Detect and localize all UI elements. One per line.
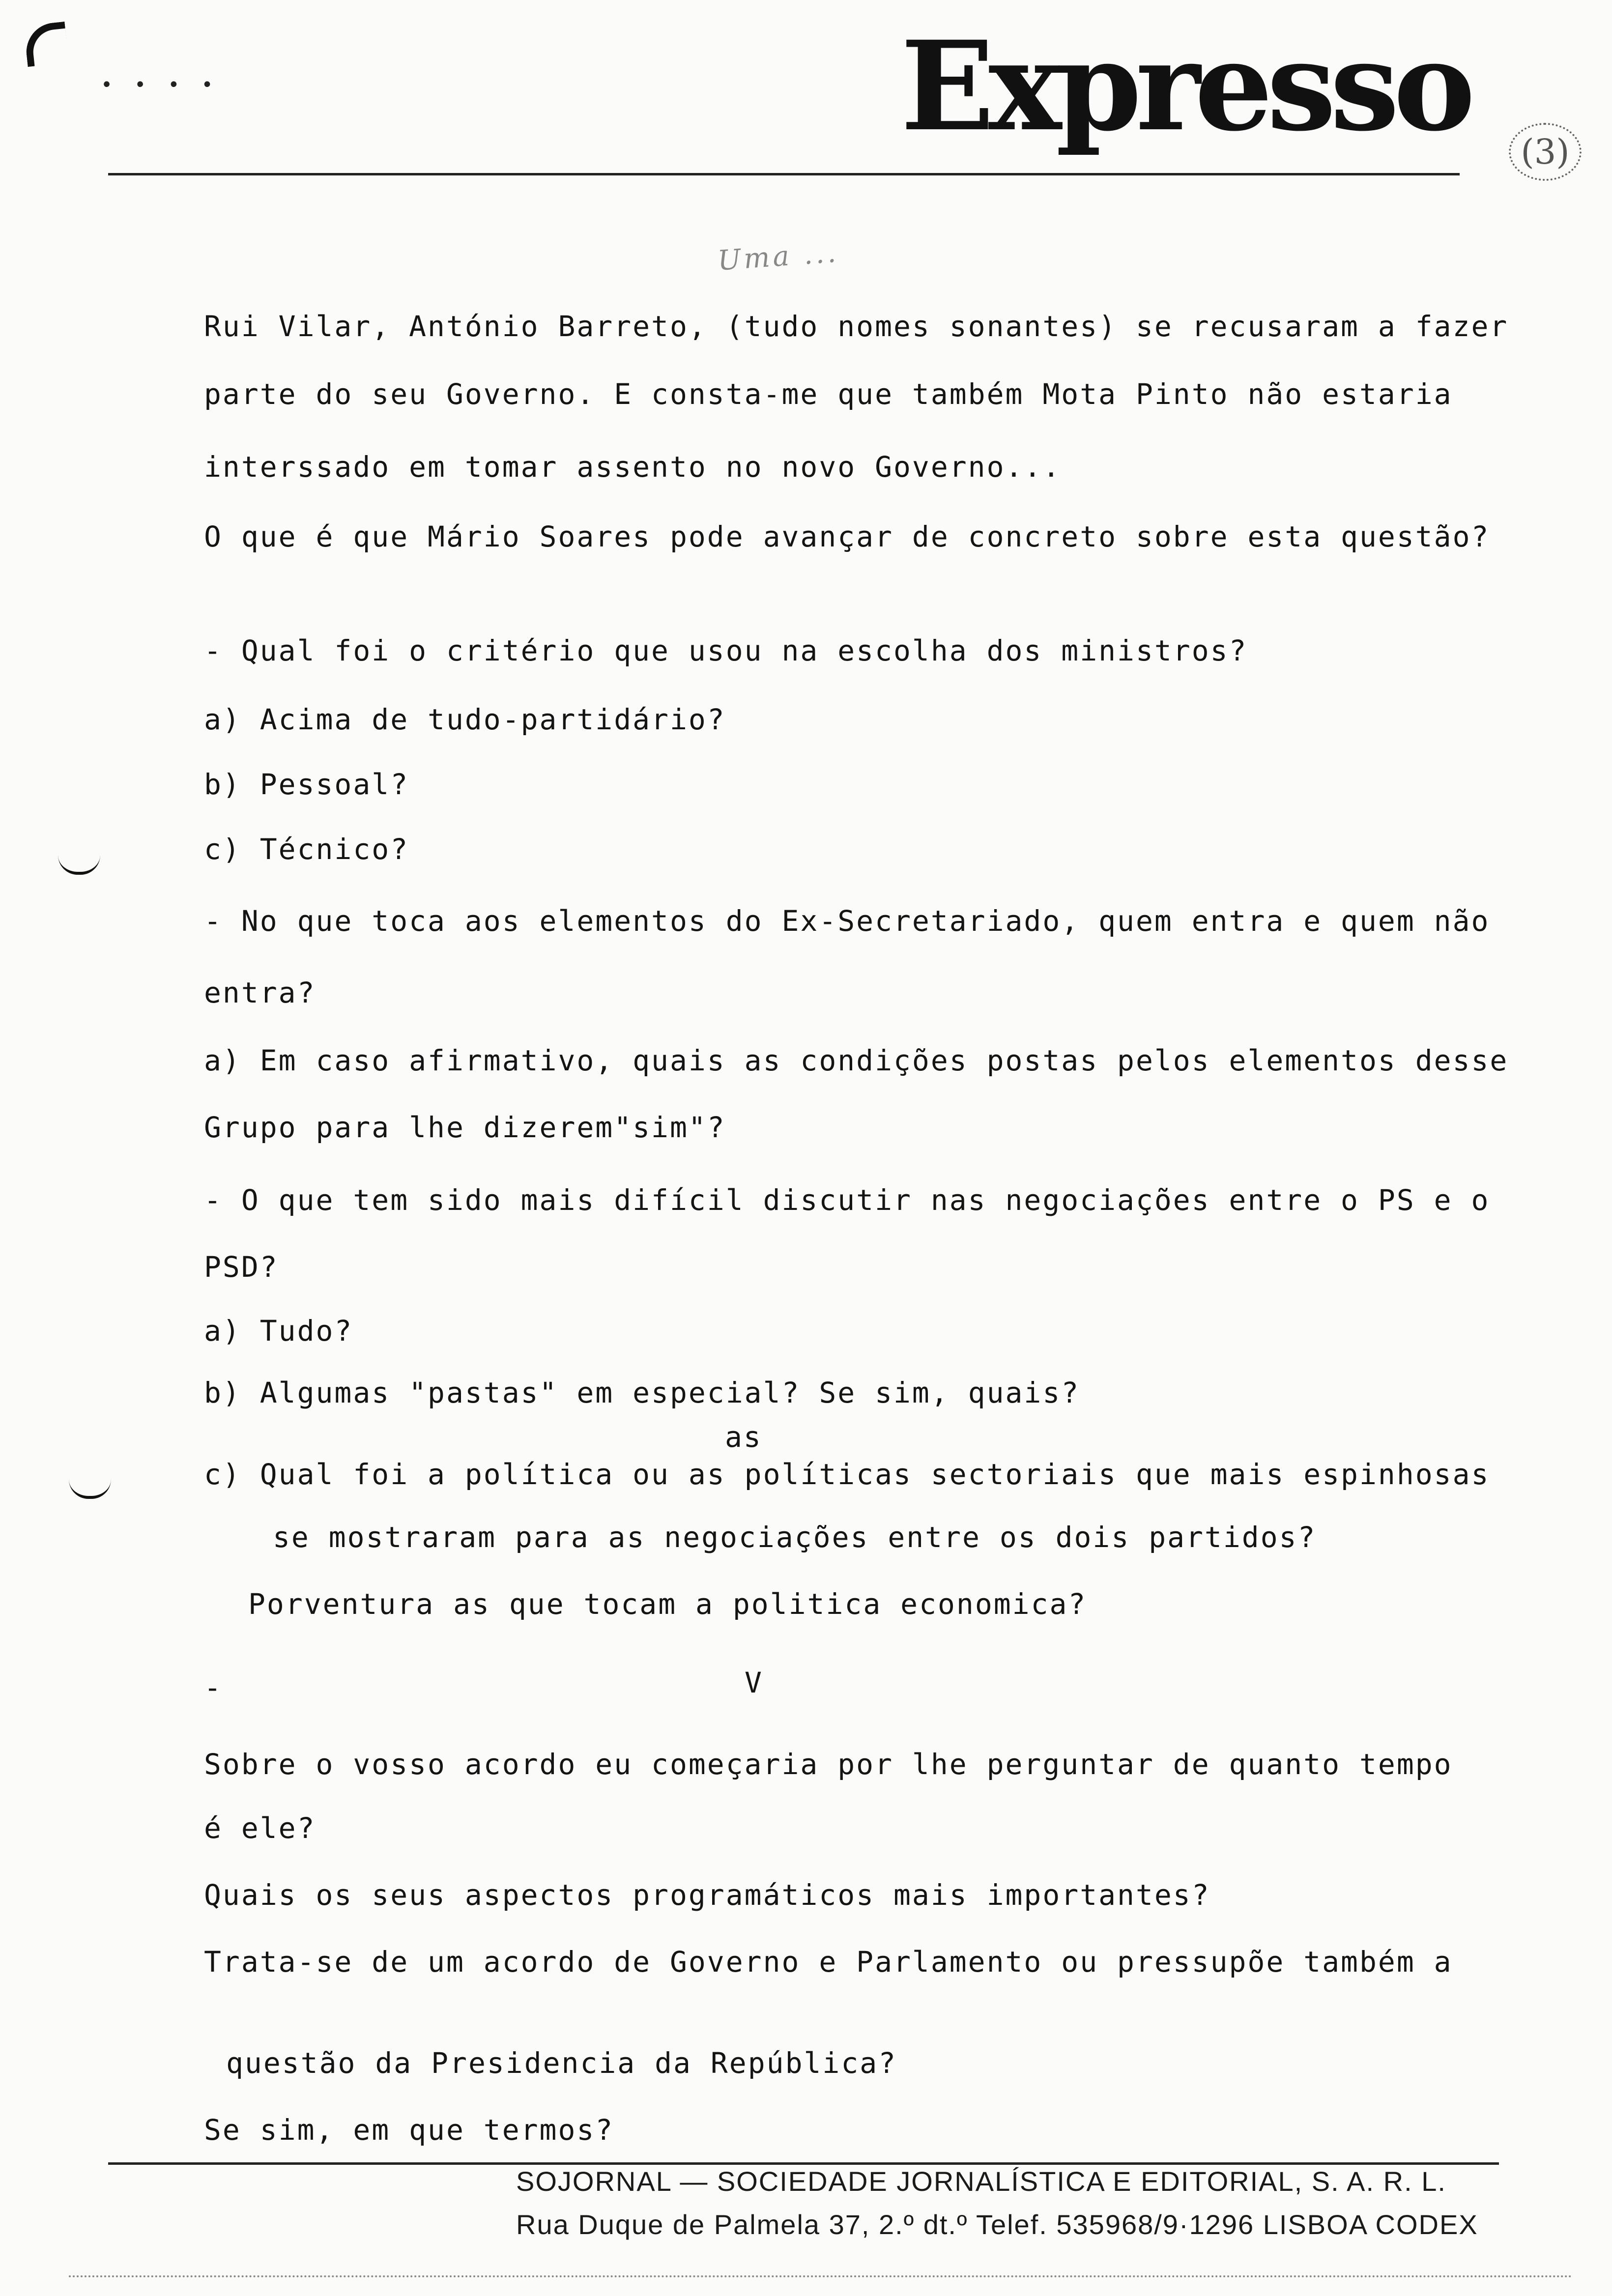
body-line: - No que toca aos elementos do Ex-Secretariado, quem entra e quem não xyxy=(204,904,1490,938)
body-line: Trata-se de um acordo de Governo e Parlamento ou pressupõe também a xyxy=(204,1945,1453,1979)
footer-address: Rua Duque de Palmela 37, 2.º dt.º Telef. 535968/9·1296 LISBOA CODEX xyxy=(516,2209,1478,2240)
body-line: b) Algumas "pastas" em especial? Se sim, quais? xyxy=(204,1376,1080,1409)
body-line: se mostraram para as negociações entre os dois partidos? xyxy=(273,1521,1317,1554)
body-line: O que é que Mário Soares pode avançar de concreto sobre esta questão? xyxy=(204,520,1490,553)
header-rule xyxy=(108,173,1460,175)
handwritten-insert: as xyxy=(725,1420,762,1454)
body-line: é ele? xyxy=(204,1811,316,1845)
body-line: - Qual foi o critério que usou na escolha dos ministros? xyxy=(204,634,1248,667)
body-line: a) Em caso afirmativo, quais as condições postas pelos elementos desse xyxy=(204,1044,1509,1077)
scan-dots: • • • • xyxy=(101,74,218,96)
body-line: Porventura as que tocam a politica economica? xyxy=(248,1587,1087,1621)
body-line: questão da Presidencia da República? xyxy=(226,2046,897,2080)
margin-punch-mark xyxy=(69,1479,111,1499)
body-line: entra? xyxy=(204,976,316,1009)
body-line: c) Qual foi a política ou as políticas sectoriais que mais espinhosas xyxy=(204,1458,1490,1491)
body-line: a) Tudo? xyxy=(204,1314,353,1348)
body-line: - O que tem sido mais difícil discutir nas negociações entre o PS e o xyxy=(204,1183,1490,1217)
body-line: Sobre o vosso acordo eu começaria por lhe perguntar de quanto tempo xyxy=(204,1748,1453,1781)
body-line: Grupo para lhe dizerem"sim"? xyxy=(204,1111,726,1144)
body-line: - xyxy=(204,1671,223,1704)
body-line: interssado em tomar assento no novo Governo... xyxy=(204,450,1062,484)
body-line: c) Técnico? xyxy=(204,832,409,866)
page-number: (3) xyxy=(1509,123,1582,181)
margin-punch-mark xyxy=(58,855,100,875)
body-line: parte do seu Governo. E consta-me que também Mota Pinto não estaria xyxy=(204,377,1453,411)
handwritten-note: Uma ... xyxy=(717,236,840,277)
scan-edge-noise xyxy=(69,2275,1573,2279)
body-line: PSD? xyxy=(204,1250,279,1284)
body-line: Se sim, em que termos? xyxy=(204,2113,614,2147)
body-line: Quais os seus aspectos programáticos mais importantes? xyxy=(204,1878,1210,1912)
publisher-footer xyxy=(516,2160,1478,2246)
footer-publisher: SOJORNAL — SOCIEDADE JORNALÍSTICA E EDITORIAL, S. A. R. L. xyxy=(516,2166,1446,2197)
corner-scan-mark xyxy=(24,22,69,67)
section-marker: V xyxy=(745,1666,763,1699)
body-line: b) Pessoal? xyxy=(204,768,409,801)
body-line: Rui Vilar, António Barreto, (tudo nomes sonantes) se recusaram a fazer xyxy=(204,310,1509,343)
masthead-logo: Expresso xyxy=(900,14,1469,158)
body-line: a) Acima de tudo-partidário? xyxy=(204,703,726,736)
